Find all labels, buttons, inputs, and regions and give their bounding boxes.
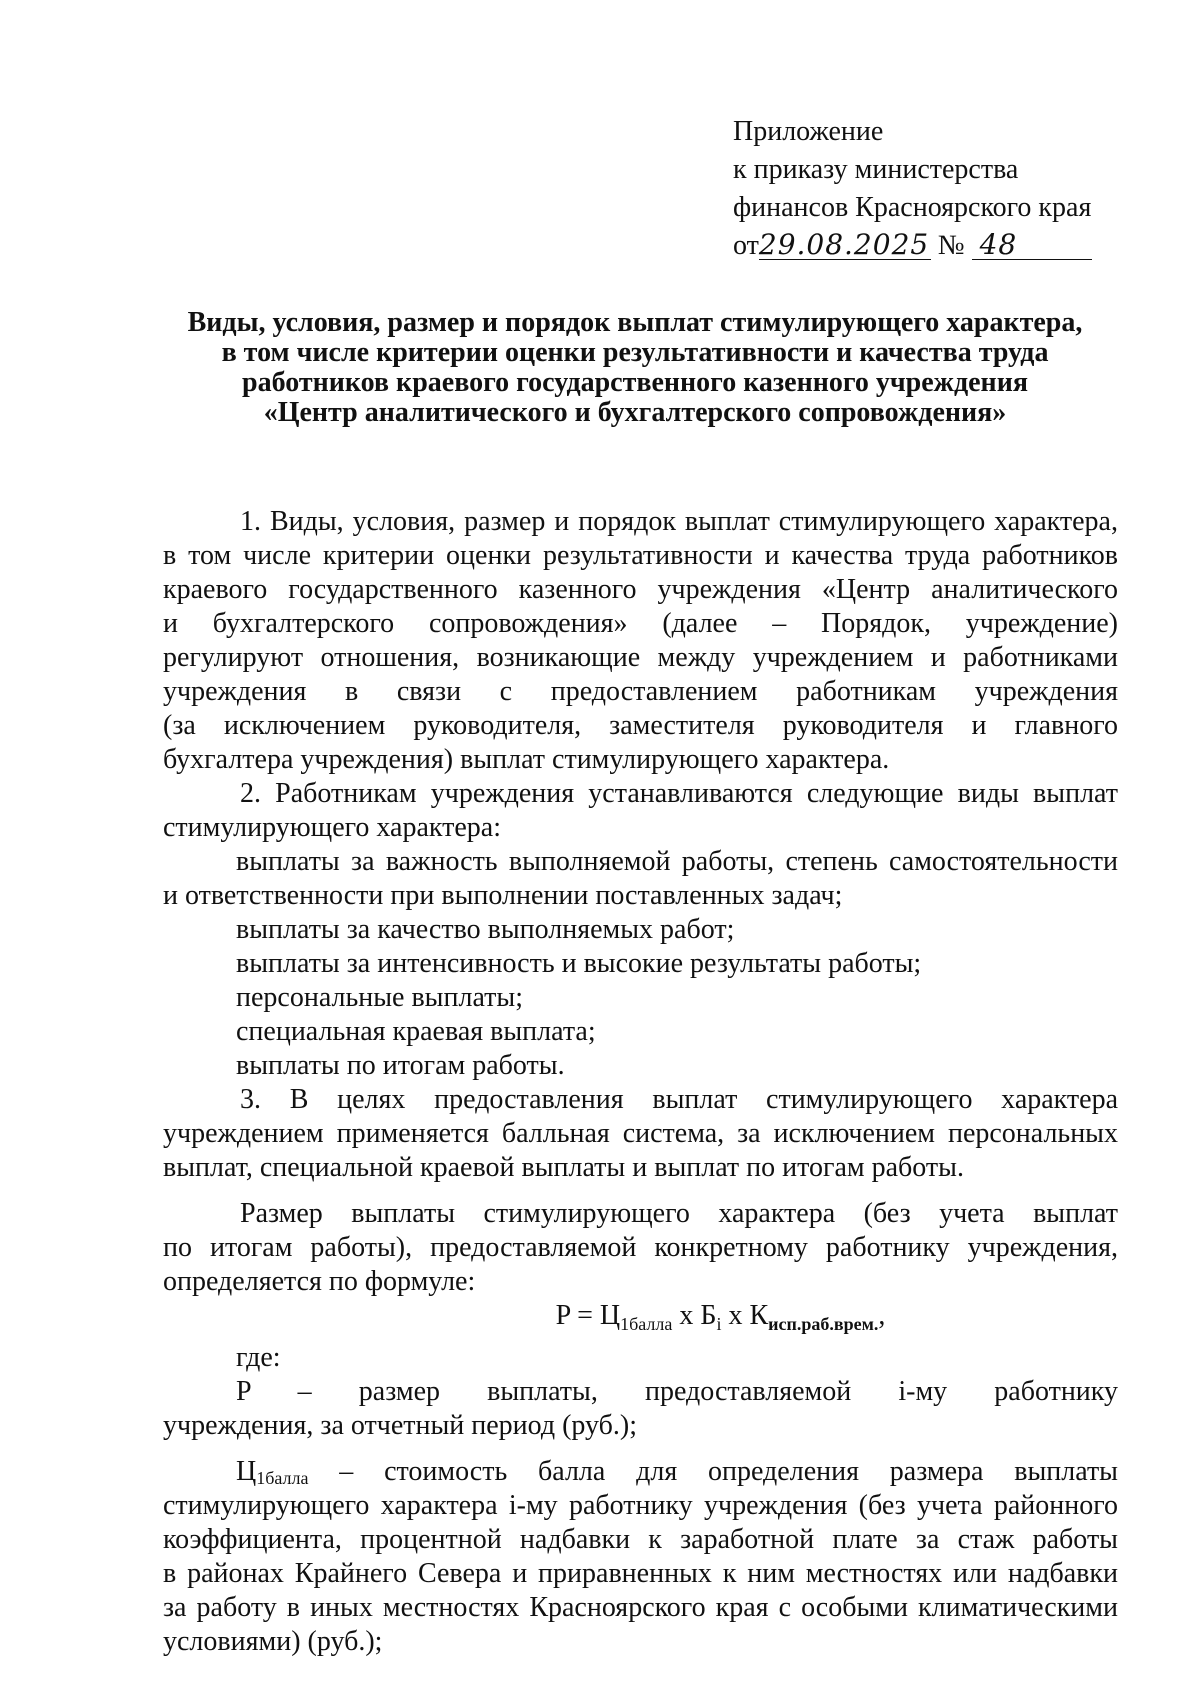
payment-type-item: выплаты за интенсивность и высокие результаты работы; bbox=[236, 948, 922, 979]
payment-type-item: выплаты за важность выполняемой работы, степень самостоятельности bbox=[236, 846, 1118, 877]
paragraph-4-line: определяется по формуле: bbox=[163, 1266, 476, 1297]
definition-c-line: за работу в иных местностях Красноярского края с особыми климатическими bbox=[163, 1592, 1118, 1623]
date-prefix: от bbox=[733, 230, 759, 261]
paragraph-1-line: и бухгалтерского сопровождения» (далее – Порядок, учреждение) bbox=[163, 608, 1118, 639]
order-number: 48 bbox=[972, 231, 1092, 260]
appendix-label: Приложение bbox=[733, 116, 884, 147]
paragraph-1-line: краевого государственного казенного учреждения «Центр аналитического bbox=[163, 574, 1118, 605]
title-line: в том числе критерии оценки результативности и качества труда bbox=[221, 337, 1049, 368]
payment-formula: $P = Ц_{1балла}$ x $Б_i$ x $К_{исп.раб.врем.}$, bbox=[555, 1300, 886, 1334]
paragraph-2-line: 2. Работникам учреждения устанавливаются следующие виды выплат bbox=[240, 778, 1118, 809]
appendix-block bbox=[733, 113, 1173, 265]
payment-type-item: специальная краевая выплата; bbox=[236, 1016, 596, 1047]
paragraph-2-line: стимулирующего характера: bbox=[163, 812, 502, 843]
paragraph-3-line: учреждением применяется балльная система, за исключением персональных bbox=[163, 1118, 1118, 1149]
paragraph-1-line: 1. Виды, условия, размер и порядок выплат стимулирующего характера, bbox=[240, 506, 1118, 537]
appendix-ministry: финансов Красноярского края bbox=[733, 192, 1092, 223]
paragraph-1-line: (за исключением руководителя, заместителя руководителя и главного bbox=[163, 710, 1118, 741]
definition-c-line: условиями) (руб.); bbox=[163, 1626, 383, 1657]
paragraph-4-line: по итогам работы), предоставляемой конкретному работнику учреждения, bbox=[163, 1232, 1118, 1263]
definition-c-line: в районах Крайнего Севера и приравненных к ним местностях или надбавки bbox=[163, 1558, 1118, 1589]
payment-type-item: и ответственности при выполнении поставленных задач; bbox=[163, 880, 843, 911]
paragraph-1-line: в том числе критерии оценки результативности и качества труда работников bbox=[163, 540, 1118, 571]
order-date: 29.08.2025 bbox=[758, 228, 930, 261]
paragraph-1-line: учреждения в связи с предоставлением работникам учреждения bbox=[163, 676, 1118, 707]
payment-type-item: выплаты за качество выполняемых работ; bbox=[236, 914, 735, 945]
document-title bbox=[150, 308, 1120, 428]
payment-type-item: персональные выплаты; bbox=[236, 982, 523, 1013]
paragraph-4-line: Размер выплаты стимулирующего характера (без учета выплат bbox=[240, 1198, 1118, 1229]
payment-type-item: выплаты по итогам работы. bbox=[236, 1050, 565, 1081]
title-line: работников краевого государственного казенного учреждения bbox=[242, 367, 1028, 398]
definition-c-line: коэффициента, процентной надбавки к заработной плате за стаж работы bbox=[163, 1524, 1118, 1555]
appendix-order-ref: к приказу министерства bbox=[733, 154, 1019, 185]
paragraph-3-line: выплат, специальной краевой выплаты и выплат по итогам работы. bbox=[163, 1152, 964, 1183]
definition-c-line: стимулирующего характера i-му работнику учреждения (без учета районного bbox=[163, 1490, 1118, 1521]
definition-c-line: Ц1балла – стоимость балла для определения размера выплаты bbox=[236, 1456, 1118, 1488]
document-body bbox=[163, 505, 1118, 1659]
title-line: «Центр аналитического и бухгалтерского сопровождения» bbox=[263, 397, 1007, 428]
definition-p-line: учреждения, за отчетный период (руб.); bbox=[163, 1410, 638, 1441]
where-label: где: bbox=[236, 1342, 281, 1373]
paragraph-3-line: 3. В целях предоставления выплат стимулирующего характера bbox=[240, 1084, 1118, 1115]
title-line: Виды, условия, размер и порядок выплат стимулирующего характера, bbox=[187, 307, 1083, 338]
paragraph-1-line: регулируют отношения, возникающие между учреждением и работниками bbox=[163, 642, 1118, 673]
appendix-date-line bbox=[733, 227, 1173, 265]
definition-p-line: P – размер выплаты, предоставляемой i-му работнику bbox=[236, 1376, 1118, 1407]
paragraph-1-line: бухгалтера учреждения) выплат стимулирующего характера. bbox=[163, 744, 890, 775]
number-label: № bbox=[937, 230, 965, 261]
